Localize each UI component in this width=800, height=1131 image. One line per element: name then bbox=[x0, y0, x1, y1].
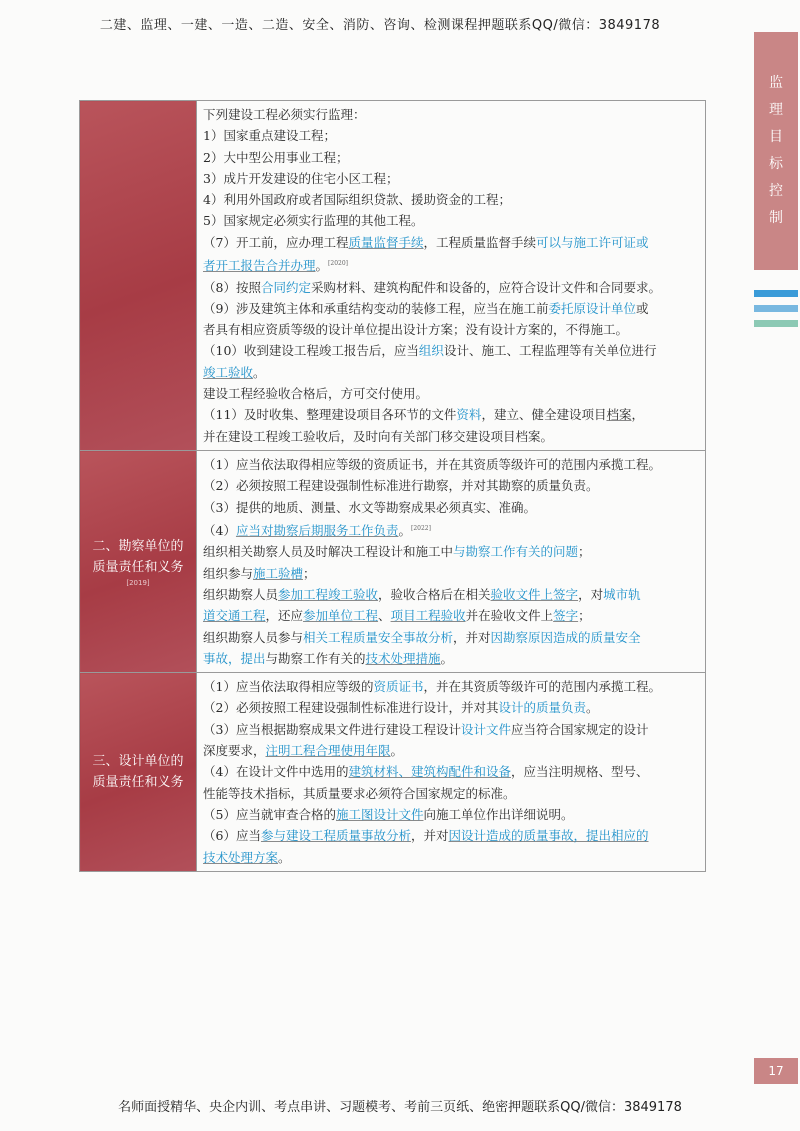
highlight-text: 资质证书 bbox=[373, 679, 424, 695]
highlight-text: 验收文件上签字 bbox=[490, 586, 579, 602]
text-segment: （7）开工前，应办理工程 bbox=[203, 234, 349, 250]
highlight-text: 城市轨 bbox=[603, 586, 641, 602]
section-content bbox=[197, 673, 706, 872]
text-line bbox=[203, 518, 700, 541]
text-segment: 与勘察工作有关的 bbox=[265, 650, 366, 666]
text-segment: ； bbox=[303, 565, 316, 581]
text-segment: （2）必须按照工程建设强制性标准进行设计，并对其 bbox=[203, 700, 499, 716]
text-line bbox=[203, 804, 700, 825]
text-segment: 。 bbox=[253, 364, 266, 380]
text-line bbox=[203, 426, 700, 447]
text-segment: （2）必须按照工程建设强制性标准进行勘察，并对其勘察的质量负责。 bbox=[203, 478, 599, 494]
highlight-text: 可以与施工许可证或 bbox=[536, 234, 649, 250]
text-line bbox=[203, 125, 700, 146]
text-line bbox=[203, 740, 700, 761]
highlight-text: 竣工验收 bbox=[203, 364, 254, 380]
side-tab-char: 标 bbox=[769, 156, 783, 172]
text-segment: 向施工单位作出详细说明。 bbox=[423, 806, 574, 822]
text-line bbox=[203, 104, 700, 125]
side-tab-char: 目 bbox=[769, 129, 783, 145]
text-line bbox=[203, 676, 700, 697]
text-line bbox=[203, 210, 700, 231]
text-line bbox=[203, 362, 700, 383]
text-segment: 性能等技术指标，其质量要求必须符合国家规定的标准。 bbox=[203, 785, 516, 801]
text-segment: 、 bbox=[378, 608, 391, 624]
text-segment: 组织勘察人员参与 bbox=[203, 629, 304, 645]
text-segment: 并在验收文件上 bbox=[465, 608, 554, 624]
footer-banner: 名师面授精华、央企内训、考点串讲、习题模考、考前三页纸、绝密押题联系QQ/微信：3849178 bbox=[118, 1100, 682, 1115]
text-segment: ，对 bbox=[578, 586, 604, 602]
highlight-text: 设计文件 bbox=[460, 721, 511, 737]
text-segment: （1）应当依法取得相应等级的资质证书，并在其资质等级许可的范围内承揽工程。 bbox=[203, 457, 661, 472]
highlight-text: 质量监督手续 bbox=[348, 234, 424, 250]
text-segment: （3）提供的地质、测量、水文等勘察成果必须真实、准确。 bbox=[203, 499, 536, 515]
text-segment: （8）按照 bbox=[203, 279, 261, 295]
exam-year-ref: [2022] bbox=[410, 524, 431, 532]
text-segment: 组织相关勘察人员及时解决工程设计和施工中 bbox=[203, 544, 454, 560]
text-segment: 1）国家重点建设工程； bbox=[203, 128, 336, 144]
text-line bbox=[203, 168, 700, 189]
text-segment: （1）应当依法取得相应等级的 bbox=[203, 679, 374, 695]
text-line bbox=[203, 697, 700, 718]
stripe-lightblue bbox=[754, 305, 798, 312]
text-segment: （4）在设计文件中选用的 bbox=[203, 764, 349, 780]
section-content bbox=[197, 451, 706, 673]
text-segment: （10）收到建设工程竣工报告后，应当 bbox=[203, 343, 419, 359]
text-segment: （6）应当 bbox=[203, 828, 261, 844]
section-label: 三、设计单位的质量责任和义务 bbox=[92, 753, 184, 790]
highlight-text: 施工图设计文件 bbox=[335, 806, 424, 822]
text-line bbox=[203, 497, 700, 518]
highlight-text: 相关工程质量安全事故分析 bbox=[303, 629, 454, 645]
text-line bbox=[203, 719, 700, 740]
section-content bbox=[197, 101, 706, 451]
text-segment: 设计、施工、工程监理等有关单位进行 bbox=[443, 343, 657, 359]
text-segment: 采购材料、建筑构配件和设备的，应符合设计文件和合同要求。 bbox=[310, 279, 661, 295]
section-year-ref: [2019] bbox=[126, 578, 150, 587]
text-segment: 者具有相应资质等级的设计单位提出设计方案；没有设计方案的，不得施工。 bbox=[203, 322, 629, 338]
side-tab-char: 理 bbox=[769, 102, 783, 118]
text-segment: ； bbox=[578, 608, 591, 624]
highlight-text: 事故，提出 bbox=[203, 650, 266, 666]
highlight-text: 应当对勘察后期服务工作负责 bbox=[235, 523, 399, 539]
highlight-text: 注明工程合理使用年限 bbox=[265, 743, 391, 759]
highlight-text: 参加单位工程 bbox=[303, 608, 379, 624]
text-segment: ，并在其资质等级许可的范围内承揽工程。 bbox=[423, 679, 661, 695]
text-segment: 。 bbox=[585, 700, 599, 716]
highlight-text: 技术处理措施 bbox=[365, 650, 441, 666]
text-segment: ，应当注明规格、型号、 bbox=[510, 764, 649, 780]
text-segment: ，还应 bbox=[265, 608, 304, 624]
text-segment: （4） bbox=[203, 523, 236, 539]
text-line bbox=[203, 563, 700, 584]
text-segment: 或 bbox=[635, 300, 649, 316]
highlight-text: 技术处理方案 bbox=[203, 849, 279, 865]
text-segment: 深度要求， bbox=[203, 743, 266, 759]
highlight-text: 委托原设计单位 bbox=[548, 300, 636, 316]
text-segment: ； bbox=[578, 544, 591, 560]
text-segment: 应当符合国家规定的设计 bbox=[510, 721, 649, 737]
text-line bbox=[203, 319, 700, 340]
text-line bbox=[203, 605, 700, 626]
text-segment: 2）大中型公用事业工程； bbox=[203, 149, 349, 165]
text-line bbox=[203, 340, 700, 361]
text-segment: 4）利用外国政府或者国际组织贷款、援助资金的工程； bbox=[203, 192, 511, 208]
header-banner: 二建、监理、一建、一造、二造、安全、消防、咨询、检测课程押题联系QQ/微信：3849178 bbox=[99, 18, 661, 33]
text-line bbox=[203, 847, 700, 868]
highlight-text: 合同约定 bbox=[260, 279, 311, 295]
stripe-green bbox=[754, 320, 798, 327]
text-line bbox=[203, 383, 700, 404]
highlight-text: 施工验槽 bbox=[253, 565, 304, 581]
text-segment: ，建立、健全建设项目 bbox=[481, 407, 607, 423]
highlight-text: 设计的质量负责 bbox=[498, 700, 586, 716]
text-segment: ，并对 bbox=[453, 629, 491, 645]
text-segment: （5）应当就审查合格的 bbox=[203, 806, 336, 822]
text-segment: 下列建设工程必须实行监理： bbox=[203, 107, 366, 122]
side-tab-char: 控 bbox=[769, 183, 783, 199]
side-tab-char: 制 bbox=[769, 210, 783, 226]
section-label-cell bbox=[80, 101, 197, 451]
highlight-text: 道交通工程 bbox=[203, 608, 266, 624]
text-segment: 3）成片开发建设的住宅小区工程； bbox=[203, 170, 399, 186]
text-line bbox=[203, 253, 700, 276]
text-segment: 。 bbox=[315, 258, 329, 274]
text-segment: （9）涉及建筑主体和承重结构变动的装修工程，应当在施工前 bbox=[203, 300, 549, 316]
highlight-text: 签字 bbox=[553, 608, 579, 624]
text-segment: 组织参与 bbox=[203, 565, 254, 581]
text-line bbox=[203, 454, 700, 475]
text-line bbox=[203, 232, 700, 253]
text-segment: ，验收合格后在相关 bbox=[378, 586, 491, 602]
highlight-text: 资料 bbox=[456, 407, 482, 423]
highlight-text: 与勘察工作有关的问题 bbox=[453, 544, 579, 560]
text-segment: ，并对 bbox=[410, 828, 449, 844]
text-segment: ， bbox=[631, 407, 644, 423]
text-line bbox=[203, 783, 700, 804]
side-tab-char: 监 bbox=[769, 75, 783, 91]
text-line bbox=[203, 648, 700, 669]
text-segment: ，工程质量监督手续 bbox=[423, 234, 536, 250]
highlight-text: 项目工程验收 bbox=[390, 608, 466, 624]
content-table bbox=[79, 100, 706, 872]
page-number: 17 bbox=[754, 1058, 798, 1084]
exam-year-ref: [2020] bbox=[328, 260, 348, 268]
highlight-text: 参加工程竣工验收 bbox=[278, 586, 379, 602]
text-segment: 并在建设工程竣工验收后，及时向有关部门移交建设项目档案。 bbox=[203, 428, 554, 444]
text-segment: （3）应当根据勘察成果文件进行建设工程设计 bbox=[203, 721, 461, 737]
text-segment: 5）国家规定必须实行监理的其他工程。 bbox=[203, 213, 424, 229]
text-line bbox=[203, 298, 700, 319]
section-label-cell bbox=[80, 673, 197, 872]
highlight-text: 者开工报告合并办理 bbox=[203, 258, 316, 274]
text-line bbox=[203, 761, 700, 782]
text-segment: 。 bbox=[440, 650, 454, 666]
text-line bbox=[203, 475, 700, 496]
highlight-text: 档案 bbox=[606, 407, 632, 423]
highlight-text: 建筑材料、建筑构配件和设备 bbox=[348, 764, 511, 780]
text-segment: 组织勘察人员 bbox=[203, 586, 279, 602]
highlight-text: 参与建设工程质量事故分析 bbox=[260, 828, 411, 844]
stripe-blue bbox=[754, 290, 798, 297]
text-segment: 。 bbox=[390, 743, 404, 759]
text-line bbox=[203, 541, 700, 562]
highlight-text: 因设计造成的质量事故，提出相应的 bbox=[448, 828, 649, 844]
section-label: 二、勘察单位的质量责任和义务 bbox=[92, 538, 184, 575]
text-line bbox=[203, 147, 700, 168]
text-segment: 。 bbox=[278, 849, 291, 865]
highlight-text: 组织 bbox=[418, 343, 444, 359]
text-line bbox=[203, 584, 700, 605]
text-line bbox=[203, 189, 700, 210]
text-line bbox=[203, 825, 700, 846]
text-line bbox=[203, 404, 700, 425]
highlight-text: 因勘察原因造成的质量安全 bbox=[490, 629, 641, 645]
text-line bbox=[203, 627, 700, 648]
section-label-cell bbox=[80, 451, 197, 673]
text-segment: 。 bbox=[398, 523, 411, 539]
text-line bbox=[203, 277, 700, 298]
text-segment: （11）及时收集、整理建设项目各环节的文件 bbox=[203, 407, 457, 423]
text-segment: 建设工程经验收合格后，方可交付使用。 bbox=[203, 386, 429, 402]
chapter-side-tab bbox=[754, 32, 798, 270]
